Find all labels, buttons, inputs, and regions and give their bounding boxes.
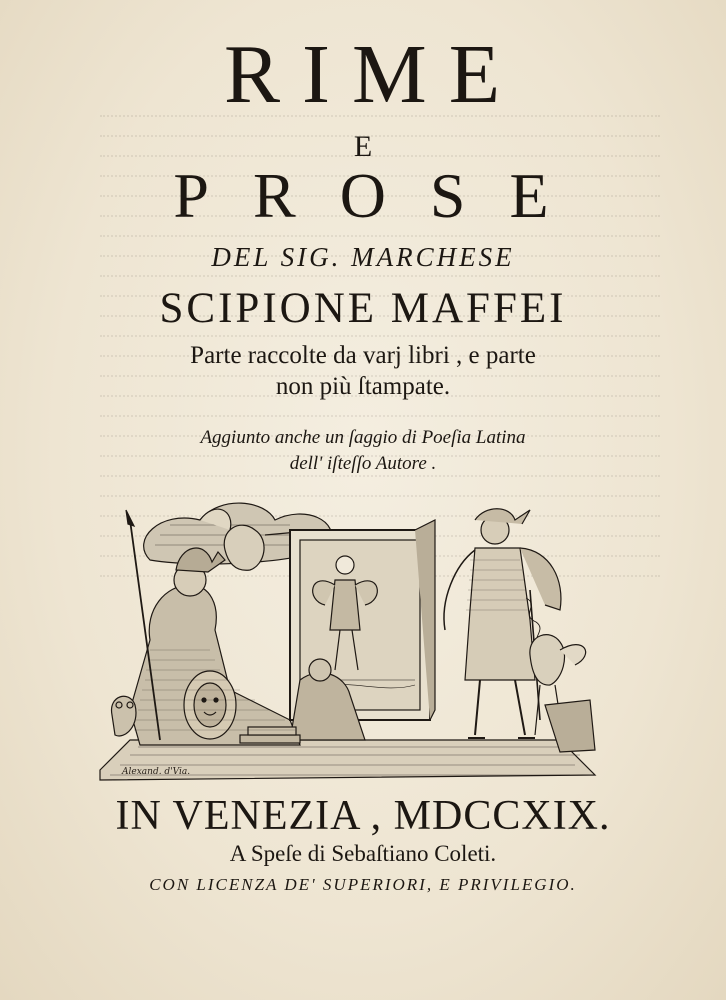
- engraver-signature: Alexand. d'Via.: [122, 767, 191, 777]
- title-prose: PROSE: [173, 160, 593, 231]
- addendum-line-1: Aggiunto anche un ſaggio di Poeſia Latina: [200, 427, 526, 448]
- allegorical-engraving: [90, 490, 610, 790]
- subtitle-line-2: non più ſtampate.: [275, 373, 451, 400]
- addendum-line-2: dell' iſteſſo Autore .: [289, 453, 437, 474]
- title-conjunction: E: [353, 130, 373, 163]
- title-rime: RIME: [224, 28, 522, 121]
- author-honorific: DEL SIG. MARCHESE: [211, 242, 515, 272]
- subtitle-line-1: Parte raccolte da varj libri , e parte: [190, 342, 536, 369]
- author-name: SCIPIONE MAFFEI: [159, 285, 567, 332]
- imprint-license: CON LICENZA DE' SUPERIORI, E PRIVILEGIO.: [149, 875, 577, 894]
- imprint-place-date: IN VENEZIA , MDCCXIX.: [115, 793, 611, 839]
- imprint-publisher: A Speſe di Sebaſtiano Coleti.: [229, 841, 497, 866]
